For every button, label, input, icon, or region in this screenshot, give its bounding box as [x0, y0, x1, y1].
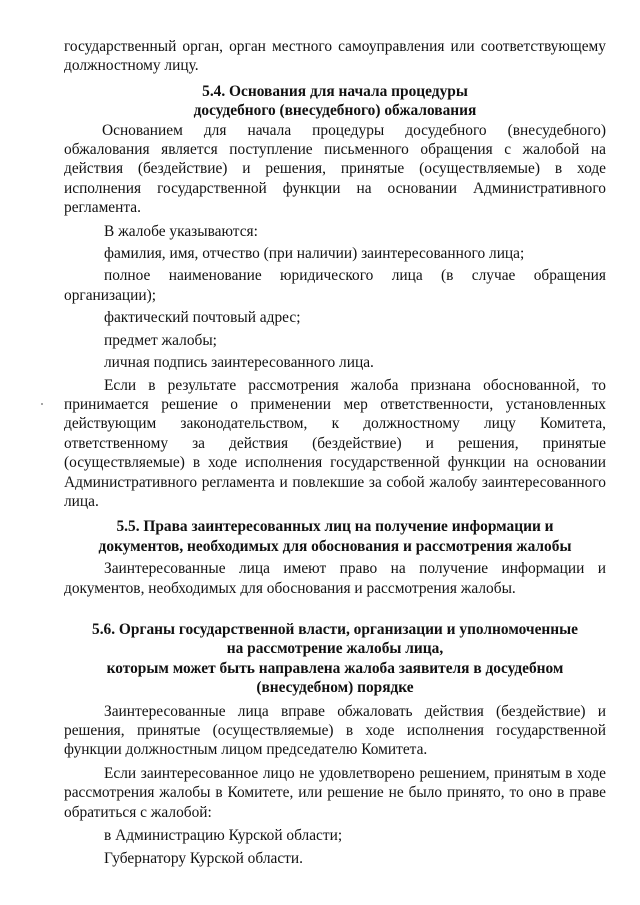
list-item: полное наименование юридического лица (в случае обращения организации); [64, 267, 606, 304]
lead-paragraph: государственный орган, орган местного самоуправления или соответствующему должностному лицу. [64, 38, 606, 75]
section-5-4-basis-paragraph: Основанием для начала процедуры досудебного (внесудебного) обжалования является поступление письменного обращения с жалобой на действия (бездействие) и решения, принятые (осуществляемые) в ходе исполнения государственной функции на основании Административного регламента. [64, 121, 606, 217]
section-5-4-list-intro: В жалобе указываются: [104, 222, 258, 240]
section-5-6-heading-line3: которым может быть направлена жалоба заявителя в досудебном [106, 659, 564, 677]
section-5-4-result-paragraph: Если в результате рассмотрения жалоба признана обоснованной, то принимается решение о применении мер ответственности, установленных действующим законодательством, к должностному лицу Комитета, ответственному за действия (бездействие) и решения, принятые (осуществляемые) в ходе исполнения государственной функции на основании Административного регламента и повлекшие за собой жалобу заинтересованного лица. [64, 376, 606, 510]
list-item: Губернатору Курской области. [104, 850, 303, 868]
list-item: предмет жалобы; [104, 331, 217, 349]
section-5-4-heading-line2: досудебного (внесудебного) обжалования [193, 102, 477, 120]
section-5-5-heading-line1: 5.5. Права заинтересованных лиц на получение информации и [116, 518, 554, 536]
list-item: фамилия, имя, отчество (при наличии) заинтересованного лица; [104, 245, 525, 263]
list-item: личная подпись заинтересованного лица. [104, 354, 374, 372]
section-5-5-heading [64, 517, 606, 556]
section-5-5-paragraph: Заинтересованные лица имеют право на получение информации и документов, необходимых для обоснования и рассмотрения жалобы. [64, 560, 606, 597]
section-5-6-heading-line2: на рассмотрение жалобы лица, [226, 640, 444, 658]
section-5-5-heading-line2: документов, необходимых для обоснования и рассмотрения жалобы [98, 537, 572, 555]
list-item: в Администрацию Курской области; [104, 827, 343, 845]
scan-speck [41, 403, 43, 405]
section-5-6-paragraph-2: Если заинтересованное лицо не удовлетворено решением, принятым в ходе рассмотрения жалобы в Комитете, или решение не было принято, то оно в праве обратиться с жалобой: [64, 764, 606, 821]
section-5-6-heading [64, 620, 606, 698]
section-5-4-heading-line1: 5.4. Основания для начала процедуры [202, 82, 468, 100]
section-5-6-heading-line4: (внесудебном) порядке [256, 679, 414, 697]
list-item: фактический почтовый адрес; [104, 309, 301, 327]
section-5-6-paragraph-1: Заинтересованные лица вправе обжаловать действия (бездействие) и решения, принятые (осуществляемые) в ходе исполнения государственной функции должностным лицом председателю Комитета. [64, 702, 606, 759]
section-5-6-heading-line1: 5.6. Органы государственной власти, организации и уполномоченные [92, 620, 578, 638]
section-5-4-heading [64, 82, 606, 121]
